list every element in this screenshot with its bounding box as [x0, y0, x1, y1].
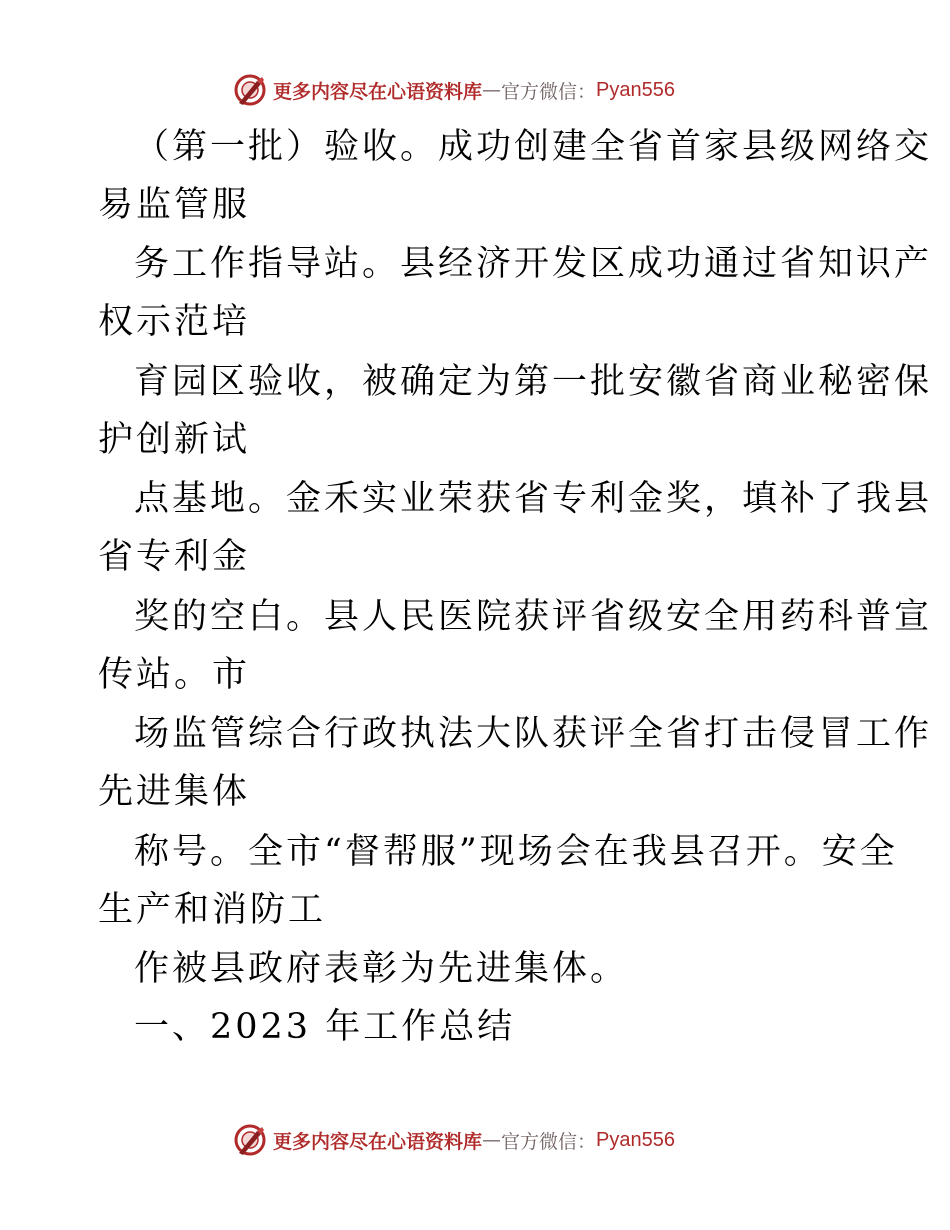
body-line: 场监管综合行政执法大队获评全省打击侵冒工作 [134, 714, 933, 754]
body-line: 称号。全市“督帮服”现场会在我县召开。安全 [134, 832, 898, 872]
body-line: 奖的空白。县人民医院获评省级安全用药科普宣 [134, 597, 933, 637]
footer-watermark [233, 1122, 675, 1158]
body-line: 务工作指导站。县经济开发区成功通过省知识产 [134, 244, 933, 284]
body-line: 点基地。金禾实业荣获省专利金奖，填补了我县 [134, 479, 933, 519]
body-line: 权示范培 [98, 302, 251, 342]
body-line: 生产和消防工 [98, 890, 327, 930]
pen-logo-icon [233, 1123, 267, 1157]
watermark-brand: 更多内容尽在心语资料库 [273, 1130, 483, 1153]
watermark-wechat-id: Pyan556 [596, 78, 675, 101]
body-line: 先进集体 [98, 772, 251, 812]
watermark-separator: — [482, 1129, 502, 1151]
watermark-official-label: 官方微信： [501, 1130, 597, 1153]
watermark-wechat-id: Pyan556 [596, 1128, 675, 1151]
watermark-official-label: 官方微信： [501, 80, 597, 103]
body-line: 省专利金 [98, 537, 251, 577]
pen-logo-icon [233, 73, 267, 107]
watermark-separator: — [482, 79, 502, 101]
body-line: 易监管服 [98, 185, 251, 225]
section-heading: 一、2023 年工作总结 [134, 1007, 516, 1047]
body-line: 传站。市 [98, 655, 251, 695]
body-line: （第一批）验收。成功创建全省首家县级网络交 [134, 127, 933, 167]
header-watermark [233, 72, 675, 108]
body-line: 作被县政府表彰为先进集体。 [134, 949, 629, 989]
body-line: 育园区验收，被确定为第一批安徽省商业秘密保 [134, 362, 933, 402]
watermark-brand: 更多内容尽在心语资料库 [273, 80, 483, 103]
body-line: 护创新试 [98, 420, 251, 460]
